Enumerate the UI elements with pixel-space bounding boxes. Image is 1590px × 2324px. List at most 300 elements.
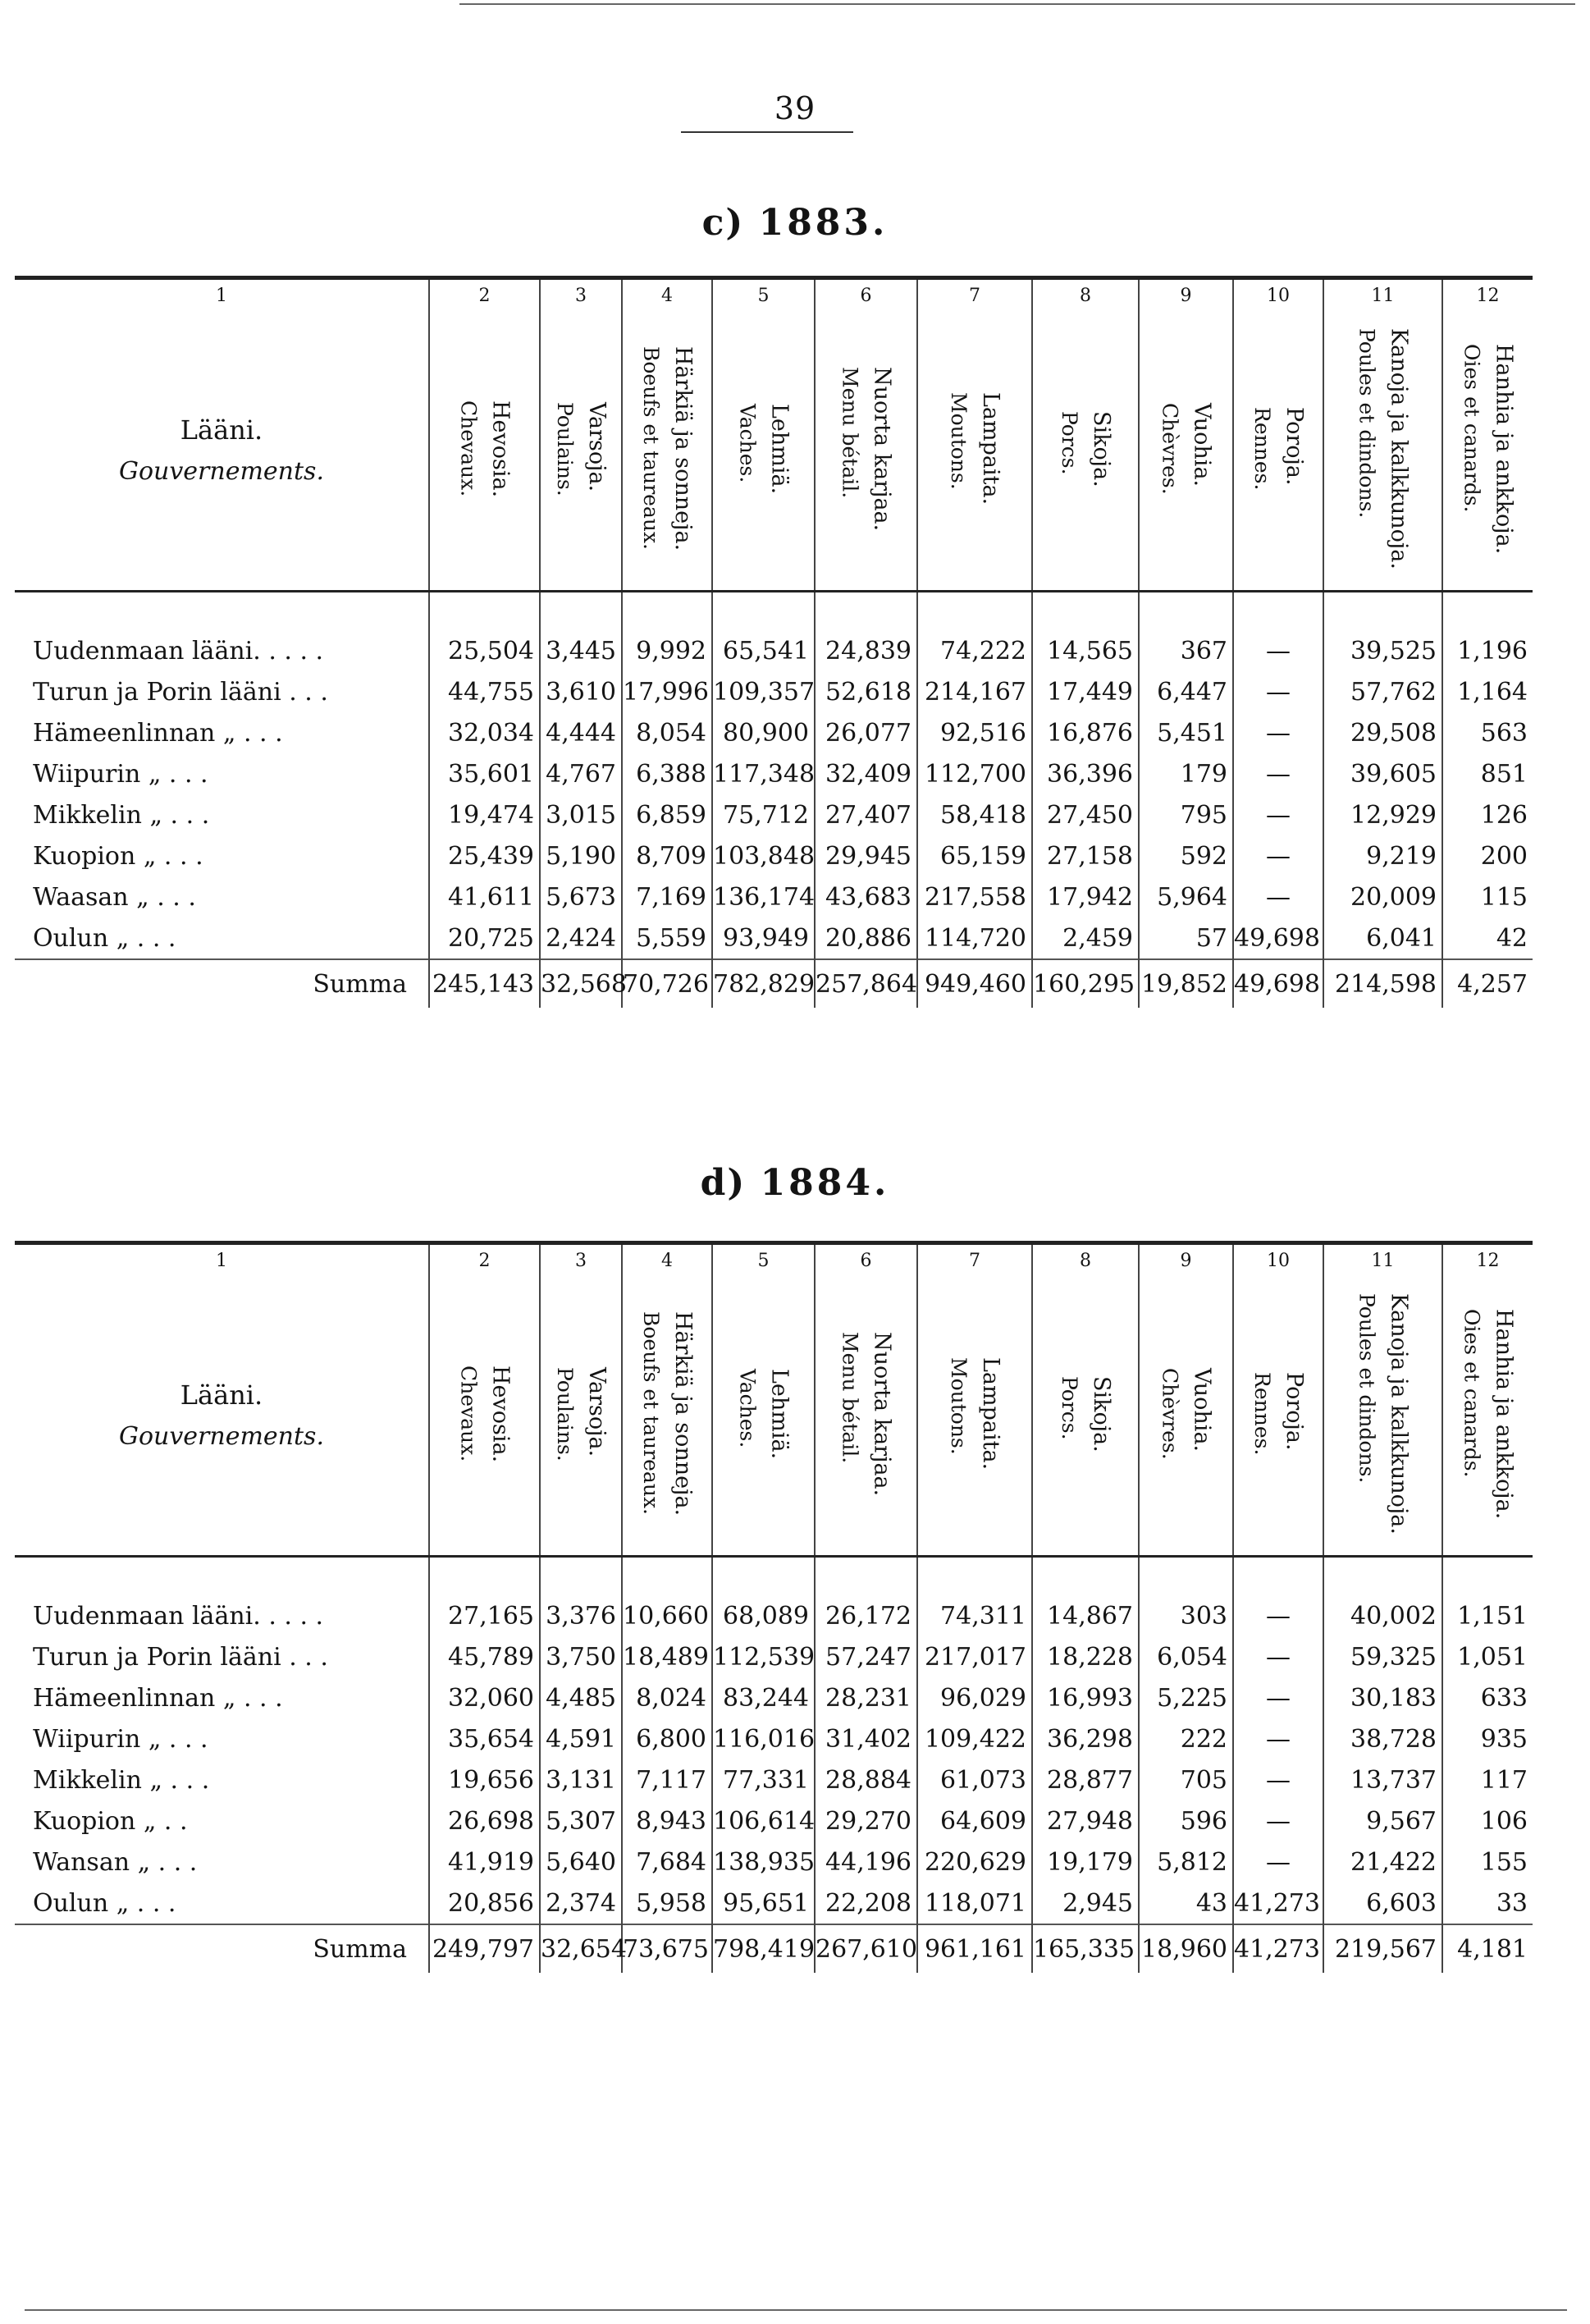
column-header-fi: Sikoja. [1089,1375,1115,1452]
livestock-table-1883 [15,276,1533,1008]
table-cell: 16,993 [1032,1677,1139,1718]
column-number: 8 [1032,280,1139,311]
table-cell: 795 [1139,794,1233,835]
table-cell: 18,489 [622,1636,712,1677]
table-cell: 8,709 [622,835,712,876]
total-label: Summa [15,1924,429,1973]
region-name: Mikkelin „ . . . [33,1765,210,1795]
table-cell: 31,402 [815,1718,917,1759]
table-cell: 9,992 [622,630,712,671]
table-cell: 1,164 [1442,671,1533,712]
region-header-fr: Gouvernements. [119,1421,324,1451]
column-header-fr: Poules et dindons. [1355,1293,1379,1484]
table-cell: 17,942 [1032,876,1139,917]
region-header-fi: Lääni. [180,414,263,446]
table-cell: — [1233,753,1323,794]
column-header-poules-et-dindons [1323,1276,1442,1557]
column-header-oies-et-canards [1442,1276,1533,1557]
table-cell: 77,331 [712,1759,815,1800]
table-cell: 596 [1139,1800,1233,1841]
column-number: 7 [917,280,1032,311]
table-cell: 39,605 [1323,753,1442,794]
table-cell: — [1233,876,1323,917]
total-cell: 19,852 [1139,959,1233,1008]
total-cell: 41,273 [1233,1924,1323,1973]
table-cell: — [1233,1841,1323,1883]
table-cell: 32,060 [429,1677,540,1718]
table-cell: 117,348 [712,753,815,794]
section-title-1884 [0,1162,1590,1204]
column-number: 4 [622,280,712,311]
table-cell: 935 [1442,1718,1533,1759]
table-cell: 93,949 [712,917,815,959]
table-cell: 27,407 [815,794,917,835]
column-header-fi: Hanhia ja ankkoja. [1491,343,1517,555]
table-cell: 17,996 [622,671,712,712]
column-header-fi: Kanoja ja kalkkunoja. [1386,328,1412,570]
table-cell: 5,225 [1139,1677,1233,1718]
column-header-fi: Hevosia. [487,400,514,498]
column-header-boeufs-et-taureaux [622,311,712,592]
table-cell: 118,071 [917,1883,1032,1924]
table-cell: 592 [1139,835,1233,876]
table-cell: 57,247 [815,1636,917,1677]
table-cell: 3,445 [540,630,622,671]
table-cell: 6,603 [1323,1883,1442,1924]
table-cell: 367 [1139,630,1233,671]
table-cell: 9,567 [1323,1800,1442,1841]
table-cell: 14,565 [1032,630,1139,671]
column-header-porcs [1032,311,1139,592]
table-cell: 10,660 [622,1595,712,1636]
region-name: Kuopion „ . . [33,1806,188,1836]
column-header-fr: Menu bétail. [838,366,862,499]
section-letter: d) [700,1162,747,1204]
column-number-row [15,1245,1533,1276]
table-cell: 3,610 [540,671,622,712]
total-cell: 214,598 [1323,959,1442,1008]
table-cell: 7,684 [622,1841,712,1883]
table-cell: 6,041 [1323,917,1442,959]
table-cell: 303 [1139,1595,1233,1636]
table-cell: 44,196 [815,1841,917,1883]
table-cell: 29,945 [815,835,917,876]
table-cell: 5,451 [1139,712,1233,753]
table-cell: 33 [1442,1883,1533,1924]
region-name: Wansan „ . . . [33,1847,198,1877]
column-header-rennes [1233,311,1323,592]
region-header-fr: Gouvernements. [119,456,324,486]
column-number: 10 [1233,1245,1323,1276]
table-cell: 65,159 [917,835,1032,876]
table-cell: 851 [1442,753,1533,794]
table-cell: 57 [1139,917,1233,959]
total-cell: 73,675 [622,1924,712,1973]
column-header-fr: Moutons. [947,1357,971,1456]
total-cell: 249,797 [429,1924,540,1973]
total-cell: 257,864 [815,959,917,1008]
table-cell: 30,183 [1323,1677,1442,1718]
table-cell: 29,508 [1323,712,1442,753]
total-cell: 267,610 [815,1924,917,1973]
column-header-menu-b-tail [815,1276,917,1557]
table-cell: 563 [1442,712,1533,753]
table-cell: 222 [1139,1718,1233,1759]
table-cell: 41,919 [429,1841,540,1883]
table-cell: 96,029 [917,1677,1032,1718]
column-header-fr: Boeufs et taureaux. [639,1311,663,1516]
table-cell: 83,244 [712,1677,815,1718]
table-cell: 20,725 [429,917,540,959]
table-cell: 217,017 [917,1636,1032,1677]
column-header-fi: Poroja. [1282,1372,1308,1451]
table-cell: 28,877 [1032,1759,1139,1800]
region-name: Oulun „ . . . [33,923,176,953]
table-cell: 14,867 [1032,1595,1139,1636]
table-cell: 35,654 [429,1718,540,1759]
column-header-fr: Vaches. [735,1368,760,1448]
total-row [15,959,1533,1008]
table-cell: 117 [1442,1759,1533,1800]
section-title-1883 [0,202,1590,244]
column-header-ch-vres [1139,1276,1233,1557]
table-row [15,1759,1533,1800]
table-cell: 59,325 [1323,1636,1442,1677]
table-cell: 106,614 [712,1800,815,1841]
table-cell: — [1233,671,1323,712]
column-header-chevaux [429,1276,540,1557]
table-cell: 27,165 [429,1595,540,1636]
table-cell: 8,054 [622,712,712,753]
table-cell: 112,539 [712,1636,815,1677]
table-cell: — [1233,630,1323,671]
region-name: Turun ja Porin lääni . . . [33,1642,328,1672]
section-year: 1884. [760,1162,890,1204]
region-header [15,1276,429,1557]
total-cell: 165,335 [1032,1924,1139,1973]
column-header-fr: Poulains. [553,1366,577,1462]
column-header-fi: Vuohia. [1189,1368,1215,1452]
table-cell: 3,015 [540,794,622,835]
column-header-fi: Nuorta karjaa. [869,1331,895,1497]
region-name: Hämeenlinnan „ . . . [33,1683,283,1713]
table-cell: 32,409 [815,753,917,794]
column-header-fi: Varsoja. [584,1366,610,1457]
column-header-fi: Varsoja. [584,401,610,492]
table-cell: 5,812 [1139,1841,1233,1883]
table-cell: — [1233,1800,1323,1841]
column-number: 6 [815,280,917,311]
table-cell: 32,034 [429,712,540,753]
table-cell: 217,558 [917,876,1032,917]
table-cell: 52,618 [815,671,917,712]
table-cell: 57,762 [1323,671,1442,712]
table-cell: 214,167 [917,671,1032,712]
column-header-fr: Porcs. [1058,410,1081,475]
column-header-fr: Vaches. [735,403,760,483]
column-number: 2 [429,280,540,311]
table-cell: 1,051 [1442,1636,1533,1677]
table-cell: 2,945 [1032,1883,1139,1924]
table-cell: 112,700 [917,753,1032,794]
column-header-poulains [540,1276,622,1557]
table-cell: 65,541 [712,630,815,671]
table-cell: 42 [1442,917,1533,959]
column-header-fr: Poulains. [553,401,577,496]
table-cell: 19,656 [429,1759,540,1800]
table-cell: 8,024 [622,1677,712,1718]
table-cell: 74,311 [917,1595,1032,1636]
column-header-fi: Härkiä ja sonneja. [670,1311,697,1517]
table-cell: 28,231 [815,1677,917,1718]
table-cell: 4,767 [540,753,622,794]
column-header-moutons [917,311,1032,592]
region-name: Turun ja Porin lääni . . . [33,677,328,707]
table-cell: 41,273 [1233,1883,1323,1924]
column-number: 1 [216,285,227,306]
table-cell: 106 [1442,1800,1533,1841]
column-header-fr: Chèvres. [1158,1368,1182,1460]
total-cell: 219,567 [1323,1924,1442,1973]
column-header-fr: Rennes. [1250,407,1274,491]
table-cell: 136,174 [712,876,815,917]
total-cell: 782,829 [712,959,815,1008]
column-header-fr: Porcs. [1058,1375,1081,1440]
table-cell: 2,374 [540,1883,622,1924]
column-number: 9 [1139,1245,1233,1276]
column-header-moutons [917,1276,1032,1557]
table-cell: 9,219 [1323,835,1442,876]
total-cell: 949,460 [917,959,1032,1008]
column-header-fr: Boeufs et taureaux. [639,346,663,551]
table-cell: — [1233,835,1323,876]
table-cell: 5,190 [540,835,622,876]
table-row [15,876,1533,917]
table-row [15,1677,1533,1718]
column-header-fr: Moutons. [947,392,971,491]
table-cell: — [1233,794,1323,835]
column-header-oies-et-canards [1442,311,1533,592]
table-row [15,1636,1533,1677]
table-row [15,1800,1533,1841]
table-cell: 13,737 [1323,1759,1442,1800]
table-cell: 26,172 [815,1595,917,1636]
table-cell: 41,611 [429,876,540,917]
region-name: Waasan „ . . . [33,882,196,912]
table-cell: — [1233,1759,1323,1800]
column-number: 6 [815,1245,917,1276]
column-number-row [15,280,1533,311]
region-header-fi: Lääni. [180,1379,263,1411]
total-cell: 70,726 [622,959,712,1008]
total-cell: 32,568 [540,959,622,1008]
total-cell: 18,960 [1139,1924,1233,1973]
column-header-fr: Poules et dindons. [1355,328,1379,519]
table-cell: 3,750 [540,1636,622,1677]
table-cell: 12,929 [1323,794,1442,835]
table-cell: 25,439 [429,835,540,876]
table-cell: 64,609 [917,1800,1032,1841]
table-cell: 75,712 [712,794,815,835]
column-header-poules-et-dindons [1323,311,1442,592]
table-cell: 28,884 [815,1759,917,1800]
table-row [15,917,1533,959]
table-cell: 27,158 [1032,835,1139,876]
table-row [15,1883,1533,1924]
table-cell: 45,789 [429,1636,540,1677]
table-cell: 29,270 [815,1800,917,1841]
total-cell: 49,698 [1233,959,1323,1008]
column-header-boeufs-et-taureaux [622,1276,712,1557]
table-cell: 68,089 [712,1595,815,1636]
table-cell: 126 [1442,794,1533,835]
table-cell: — [1233,1718,1323,1759]
table-cell: 17,449 [1032,671,1139,712]
column-number: 8 [1032,1245,1139,1276]
total-cell: 160,295 [1032,959,1139,1008]
column-header-fr: Chèvres. [1158,403,1182,495]
table-cell: 1,196 [1442,630,1533,671]
table-cell: 6,800 [622,1718,712,1759]
table-cell: 4,444 [540,712,622,753]
table-cell: 109,422 [917,1718,1032,1759]
table-cell: — [1233,712,1323,753]
column-header-vaches [712,1276,815,1557]
total-row [15,1924,1533,1973]
column-number: 1 [216,1250,227,1271]
table-row [15,712,1533,753]
table-row [15,1718,1533,1759]
table-cell: 74,222 [917,630,1032,671]
table-cell: 5,640 [540,1841,622,1883]
table-cell: 6,388 [622,753,712,794]
table-cell: 6,859 [622,794,712,835]
column-number: 10 [1233,280,1323,311]
table-cell: 5,964 [1139,876,1233,917]
table-cell: 26,698 [429,1800,540,1841]
table-cell: 1,151 [1442,1595,1533,1636]
table-cell: — [1233,1677,1323,1718]
column-number: 12 [1442,280,1533,311]
column-header-row [15,1276,1533,1557]
table-cell: 3,376 [540,1595,622,1636]
table-cell: 705 [1139,1759,1233,1800]
column-number: 11 [1323,280,1442,311]
table-cell: 155 [1442,1841,1533,1883]
column-number: 12 [1442,1245,1533,1276]
table-cell: 7,117 [622,1759,712,1800]
table-cell: 27,450 [1032,794,1139,835]
total-cell: 245,143 [429,959,540,1008]
table-cell: 115 [1442,876,1533,917]
region-name: Kuopion „ . . . [33,841,203,871]
table-cell: 5,673 [540,876,622,917]
region-name: Hämeenlinnan „ . . . [33,718,283,748]
column-header-fi: Kanoja ja kalkkunoja. [1386,1293,1412,1535]
table-row [15,753,1533,794]
page-number: 39 [774,90,816,126]
table-cell: 3,131 [540,1759,622,1800]
table-cell: 114,720 [917,917,1032,959]
column-header-ch-vres [1139,311,1233,592]
column-header-rennes [1233,1276,1323,1557]
table-cell: 38,728 [1323,1718,1442,1759]
column-header-fi: Lampaita. [978,1357,1004,1471]
column-header-fi: Nuorta karjaa. [869,366,895,532]
table-cell: 24,839 [815,630,917,671]
table-cell: 35,601 [429,753,540,794]
table-cell: 6,447 [1139,671,1233,712]
table-cell: 22,208 [815,1883,917,1924]
column-header-fr: Chevaux. [456,1365,481,1462]
column-header-row [15,311,1533,592]
table-cell: 109,357 [712,671,815,712]
column-number: 5 [712,280,815,311]
region-name: Mikkelin „ . . . [33,800,210,830]
column-header-fi: Vuohia. [1189,403,1215,487]
spacer-row [15,1557,1533,1596]
region-name: Wiipurin „ . . . [33,759,208,789]
region-name: Wiipurin „ . . . [33,1724,208,1754]
column-header-fr: Oies et canards. [1460,1308,1484,1478]
table-row [15,1841,1533,1883]
region-header [15,311,429,592]
table-cell: 20,886 [815,917,917,959]
table-cell: 27,948 [1032,1800,1139,1841]
table-cell: 19,179 [1032,1841,1139,1883]
table-cell: 6,054 [1139,1636,1233,1677]
total-cell: 961,161 [917,1924,1032,1973]
total-label: Summa [15,959,429,1008]
table-cell: 95,651 [712,1883,815,1924]
column-header-porcs [1032,1276,1139,1557]
table-cell: 19,474 [429,794,540,835]
table-cell: 58,418 [917,794,1032,835]
table-cell: 80,900 [712,712,815,753]
table-cell: 43 [1139,1883,1233,1924]
column-header-fi: Lehmiä. [766,1368,793,1460]
table-cell: 2,459 [1032,917,1139,959]
table-cell: 179 [1139,753,1233,794]
total-cell: 4,181 [1442,1924,1533,1973]
column-header-menu-b-tail [815,311,917,592]
column-number: 5 [712,1245,815,1276]
table-cell: 116,016 [712,1718,815,1759]
table-cell: 8,943 [622,1800,712,1841]
table-cell: 36,396 [1032,753,1139,794]
column-number: 4 [622,1245,712,1276]
table-cell: 36,298 [1032,1718,1139,1759]
total-cell: 798,419 [712,1924,815,1973]
column-header-fr: Menu bétail. [838,1331,862,1464]
table-cell: 44,755 [429,671,540,712]
table-cell: 26,077 [815,712,917,753]
column-header-vaches [712,311,815,592]
column-header-fi: Härkiä ja sonneja. [670,346,697,551]
column-header-fr: Rennes. [1250,1372,1274,1456]
table-cell: 5,559 [622,917,712,959]
region-name: Uudenmaan lääni. . . . . [33,636,324,666]
table-cell: 18,228 [1032,1636,1139,1677]
table-cell: 200 [1442,835,1533,876]
column-header-fi: Hanhia ja ankkoja. [1491,1308,1517,1520]
page-bottom-rule [25,2309,1567,2311]
table-cell: 4,591 [540,1718,622,1759]
table-cell: 25,504 [429,630,540,671]
table-cell: 49,698 [1233,917,1323,959]
table-cell: 39,525 [1323,630,1442,671]
column-header-fi: Lehmiä. [766,403,793,495]
